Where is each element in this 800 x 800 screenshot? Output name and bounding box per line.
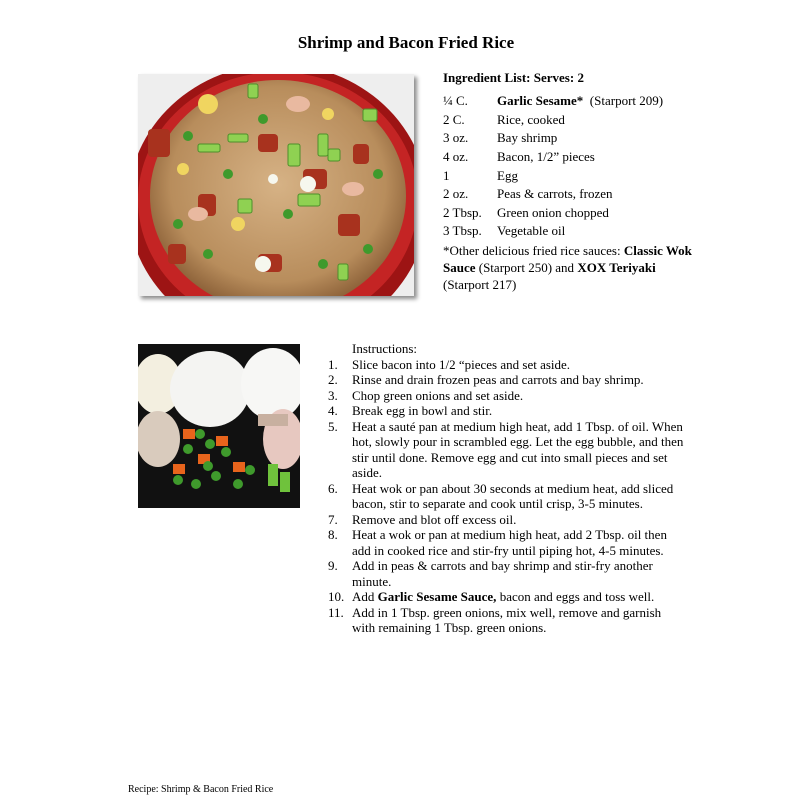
step-number: 7.	[328, 511, 338, 527]
instruction-step	[326, 527, 686, 558]
step-text: Break egg in bowl and stir.	[352, 403, 493, 418]
ingredient-quantity: ¼ C.	[443, 93, 468, 109]
ingredient-quantity: 2 oz.	[443, 186, 469, 202]
ingredient-heading: Ingredient List: Serves: 2	[443, 70, 584, 85]
step-text: Remove and blot off excess oil.	[352, 511, 517, 527]
ingredient-row	[443, 92, 703, 111]
step-text: Rinse and drain frozen peas and carrots and bay shrimp.	[352, 372, 644, 387]
instruction-step	[326, 558, 686, 589]
step-text: Heat a sauté pan at medium high heat, add 1 Tbsp. of oil. When hot, slowly pour in scrambled egg. Let the egg bubble, and then stir until done. Remove egg and cut into small pieces and set aside.	[352, 418, 684, 480]
ingredient-name: Egg	[497, 167, 518, 183]
ingredient-row	[443, 129, 703, 148]
ingredient-quantity: 2 Tbsp.	[443, 204, 482, 220]
ingredient-quantity: 3 oz.	[443, 130, 469, 146]
sauce-note-middle: (Starport 250) and	[475, 259, 578, 275]
sauce-name: XOX Teriyaki	[577, 259, 656, 275]
instruction-step	[326, 481, 686, 512]
step-number: 11.	[328, 604, 344, 620]
sauce-note-prefix: *Other delicious fried rice sauces:	[443, 242, 624, 258]
step-text: Slice bacon into 1/2 “pieces and set aside.	[352, 356, 571, 372]
ingredient-quantity: 4 oz.	[443, 149, 469, 165]
step-text: Add in 1 Tbsp. green onions, mix well, remove and garnish with remaining 1 Tbsp. green onions.	[352, 604, 662, 635]
sauce-note	[443, 242, 703, 293]
step-number: 8.	[328, 527, 338, 542]
step-text: Add in peas & carrots and bay shrimp and stir-fry another minute.	[352, 558, 653, 589]
step-number: 5.	[328, 418, 338, 434]
ingredient-name: Green onion chopped	[497, 204, 609, 220]
ingredient-quantity: 3 Tbsp.	[443, 223, 482, 239]
ingredient-name-bold: Garlic Sesame*	[497, 93, 584, 109]
step-text	[352, 589, 686, 605]
ingredient-name-suffix: (Starport 209)	[583, 93, 664, 109]
ingredient-row	[443, 166, 703, 185]
instruction-step	[326, 372, 686, 388]
instruction-step	[326, 605, 686, 636]
instruction-step	[326, 388, 686, 404]
sauce-name: Classic Wok Sauce	[443, 242, 692, 275]
fried-rice-photo	[138, 74, 414, 296]
instructions	[326, 341, 686, 636]
ingredient-name: Bacon, 1/2” pieces	[497, 149, 595, 165]
step-number: 2.	[328, 372, 338, 387]
ingredient-name: Vegetable oil	[497, 223, 566, 239]
step-text: Heat wok or pan about 30 seconds at medium heat, add sliced bacon, stir to separate and cook until crisp, 3-5 minutes.	[352, 480, 674, 511]
instruction-step	[326, 589, 686, 605]
plate-photo	[138, 344, 300, 508]
ingredient-row	[443, 222, 703, 241]
step-number: 4.	[328, 403, 338, 418]
step-number: 1.	[328, 356, 338, 372]
step-text-post: bacon and eggs and toss well.	[496, 589, 655, 604]
instructions-heading: Instructions:	[352, 341, 417, 356]
ingredient-row	[443, 111, 703, 130]
step-text: Chop green onions and set aside.	[352, 387, 524, 403]
sauce-name: Garlic Sesame Sauce,	[377, 589, 497, 604]
step-number: 6.	[328, 480, 338, 496]
instruction-step	[326, 357, 686, 373]
footer-caption: Recipe: Shrimp & Bacon Fried Rice	[128, 784, 274, 795]
ingredient-name	[497, 93, 663, 109]
instruction-step	[326, 512, 686, 528]
step-text-pre: Add	[352, 589, 378, 604]
step-number: 9.	[328, 558, 338, 573]
ingredient-name: Peas & carrots, frozen	[497, 186, 613, 202]
step-text: Heat a wok or pan at medium high heat, add 2 Tbsp. oil then add in cooked rice and stir-fry until piping hot, 4-5 minutes.	[352, 527, 667, 558]
page-title: Shrimp and Bacon Fried Rice	[297, 33, 515, 52]
ingredient-name: Rice, cooked	[497, 111, 565, 127]
ingredient-list	[443, 70, 703, 293]
step-number: 3.	[328, 387, 338, 403]
ingredient-name: Bay shrimp	[497, 130, 558, 146]
sauce-note-suffix: (Starport 217)	[443, 276, 517, 292]
instruction-step	[326, 403, 686, 419]
ingredient-quantity: 2 C.	[443, 111, 465, 127]
ingredient-row	[443, 204, 703, 223]
ingredient-row	[443, 148, 703, 167]
ingredient-quantity: 1	[443, 167, 450, 183]
ingredient-row	[443, 185, 703, 204]
step-number: 10.	[328, 589, 345, 604]
instruction-step	[326, 419, 686, 481]
